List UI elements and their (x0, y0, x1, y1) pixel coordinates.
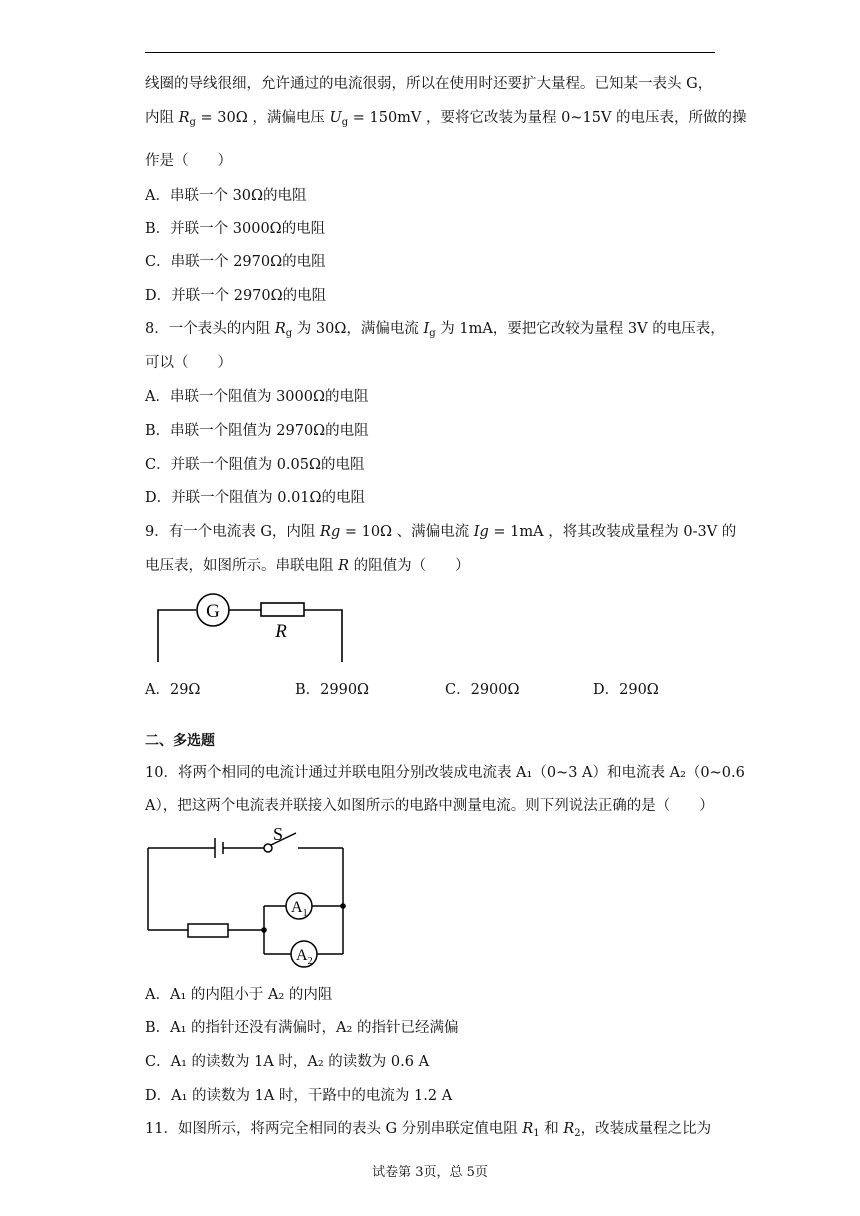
q8-option-b: B．串联一个阻值为 2970Ω的电阻 (145, 423, 369, 439)
q8-option-c: C．并联一个阻值为 0.05Ω的电阻 (145, 457, 365, 473)
q8-line-1: 8．一个表头的内阻 $R_g$ 为 30Ω，满偏电流 $I_g$ 为 1mA，要把它改较为量程 3V 的电压表， (145, 321, 725, 339)
q10-ammeter-a1-label: $A_1$ (291, 899, 308, 919)
q9-galvanometer-label: G (206, 601, 220, 622)
q10-switch-label: S (273, 824, 284, 844)
q9-circuit-figure (150, 590, 360, 670)
q10-option-d: D．A₁ 的读数为 1A 时，干路中的电流为 1.2 A (145, 1088, 453, 1104)
q8-option-a: A．串联一个阻值为 3000Ω的电阻 (145, 389, 369, 405)
q9-option-b: B．2990Ω (295, 682, 370, 698)
q7-line-2: 内阻 $R_g = 30\Omega$ ，满偏电压 $U_g = 150mV$ ，要将它改装为量程 0~15V 的电压表，所做的操 (145, 110, 747, 128)
q7-line-1: 线圈的导线很细，允许通过的电流很弱，所以在使用时还要扩大量程。已知某一表头 G， (145, 76, 713, 92)
q10-option-a: A．A₁ 的内阻小于 A₂ 的内阻 (145, 987, 333, 1003)
q7-option-d: D．并联一个 2970Ω的电阻 (145, 288, 327, 304)
q10-ammeter-a2-label: $A_2$ (296, 947, 313, 967)
header-rule (145, 52, 715, 53)
q7-option-b: B．并联一个 3000Ω的电阻 (145, 221, 326, 237)
q10-circuit-figure (140, 822, 355, 972)
q8-option-d: D．并联一个阻值为 0.01Ω的电阻 (145, 490, 366, 506)
q9-option-c: C．2900Ω (445, 682, 520, 698)
q9-resistor-label: R (275, 621, 287, 642)
q10-option-b: B．A₁ 的指针还没有满偏时，A₂ 的指针已经满偏 (145, 1020, 459, 1036)
q10-option-c: C．A₁ 的读数为 1A 时，A₂ 的读数为 0.6 A (145, 1054, 430, 1070)
q11-line-1: 11．如图所示，将两完全相同的表头 G 分别串联定值电阻 $R_1$ 和 $R_2$，改装成量程之比为 (145, 1121, 712, 1139)
q9-line-2: 电压表，如图所示。串联电阻 R 的阻值为（ ） (145, 558, 470, 574)
section-title-multiple-choice: 二、多选题 (145, 733, 215, 749)
q10-line-2: A），把这两个电流表并联接入如图所示的电路中测量电流。则下列说法正确的是（ ） (145, 798, 714, 814)
q7-option-a: A．串联一个 30Ω的电阻 (145, 188, 307, 204)
q7-line-3: 作是（ ） (145, 153, 232, 169)
q9-line-1: 9．有一个电流表 G，内阻 Rg = 10Ω 、满偏电流 Ig = 1mA ，将其改装成量程为 0-3V 的 (145, 524, 737, 540)
q9-option-a: A．29Ω (145, 682, 201, 698)
q9-option-d: D．290Ω (593, 682, 659, 698)
q10-line-1: 10．将两个相同的电流计通过并联电阻分别改装成电流表 A₁（0~3 A）和电流表 A₂（0~0.6 (145, 765, 745, 781)
q8-line-2: 可以（ ） (145, 355, 232, 371)
page-footer: 试卷第 3页，总 5页 (372, 1165, 488, 1180)
q7-option-c: C．串联一个 2970Ω的电阻 (145, 254, 326, 270)
